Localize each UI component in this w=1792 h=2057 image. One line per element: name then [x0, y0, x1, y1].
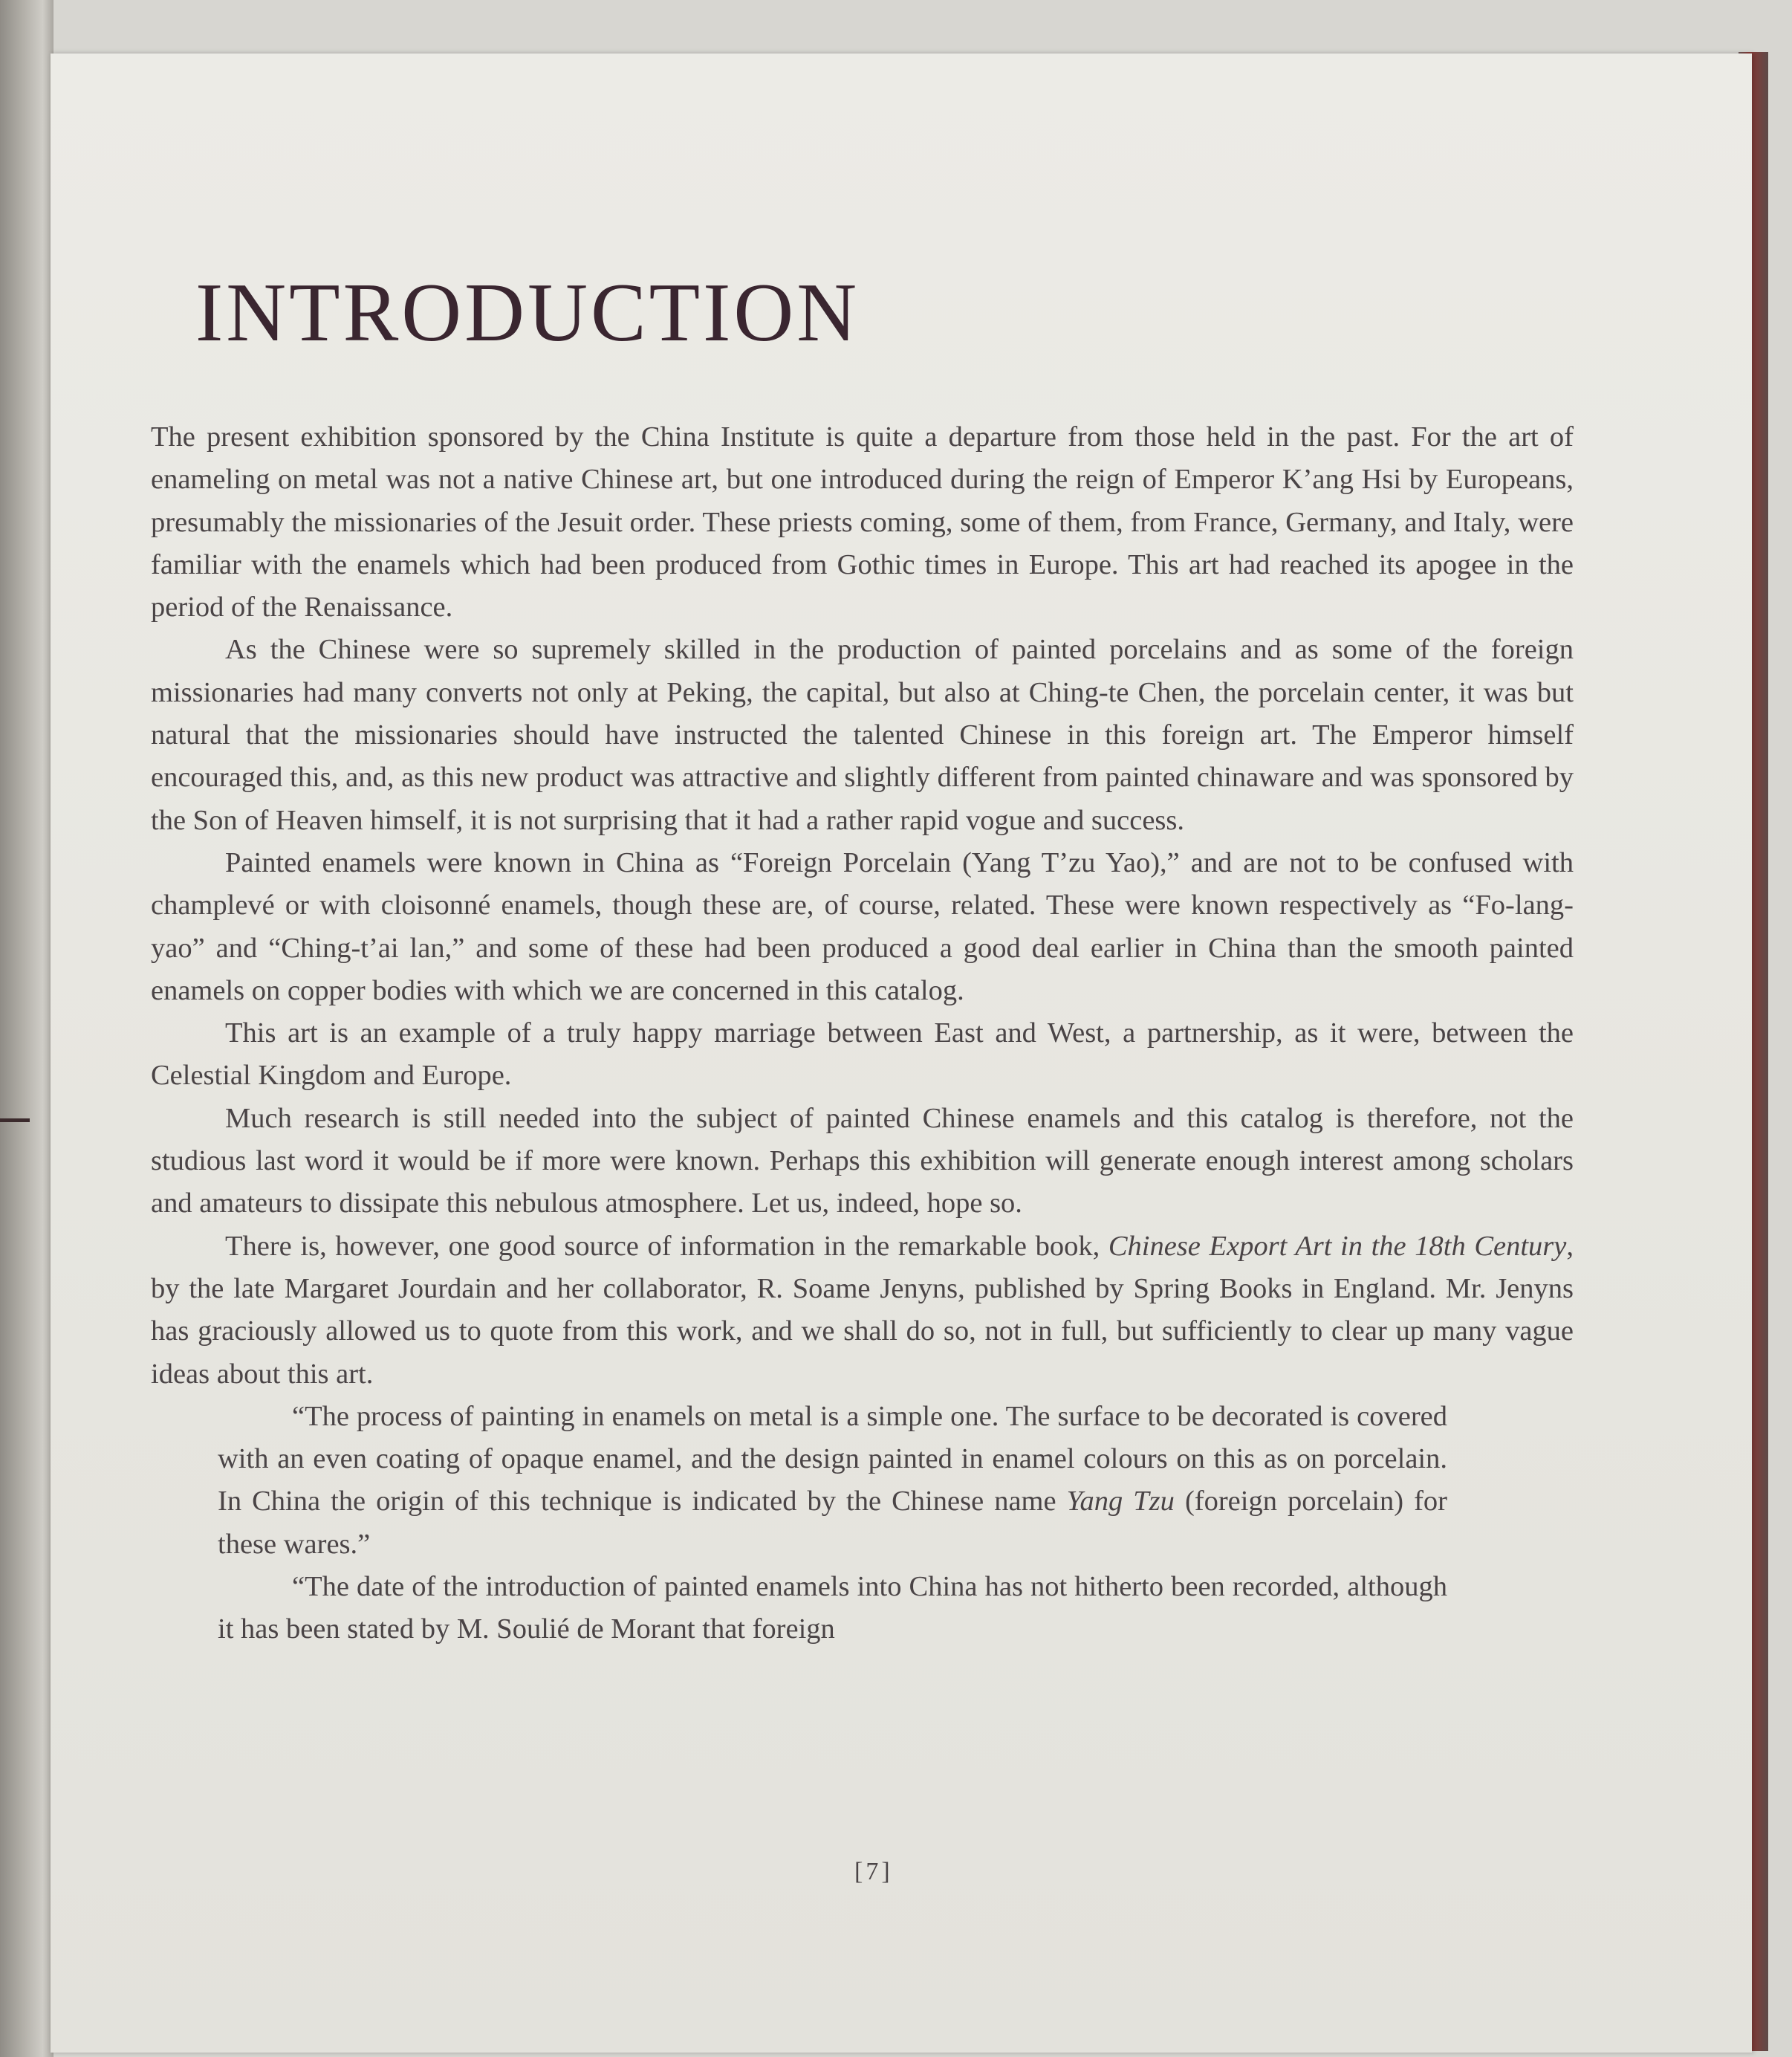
block-quote-2: “The date of the introduction of painted enamels into China has not hitherto been recorded, although it has been stated by M. Soulié de Morant that foreign [218, 1571, 1447, 1645]
source-text-after: , by the late Margaret Jourdain and her collaborator, R. Soame Jenyns, published by Spring Books in England. Mr. Jenyns has graciously allowed us to quote from this work, and we shall do so, not in full, but sufficiently to clear up many vague ideas about this art. [151, 1230, 1574, 1390]
book-title: Chinese Export Art in the 18th Century [1108, 1230, 1567, 1262]
adjacent-book-mark [0, 1118, 30, 1122]
paragraph-4: This art is an example of a truly happy marriage between East and West, a partnership, as it were, between the Celestial Kingdom and Europe. [151, 1017, 1574, 1092]
paragraph-5: Much research is still needed into the subject of painted Chinese enamels and this catalog is therefore, not the studious last word it would be if more were known. Perhaps this exhibition will generate enough interest among scholars and amateurs to dissipate this nebulous atmosphere. Let us, indeed, hope so. [151, 1102, 1574, 1219]
quote-1-term: Yang Tzu [1066, 1486, 1175, 1517]
block-quote-1 [218, 1396, 1447, 1566]
page-title: INTRODUCTION [195, 267, 860, 359]
paragraph-6 [151, 1225, 1574, 1396]
quote-1-after: (foreign porcelain) for these wares.” [218, 1486, 1447, 1560]
paragraph-2: As the Chinese were so supremely skilled in the production of painted porcelains and as some of the foreign missionaries had many converts not only at Peking, the capital, but also at Ching-te Chen, the porcelain center, it was but natural that the missionaries should have instructed the talented Chinese in this foreign art. The Emperor himself encouraged this, and, as this new product was attractive and slightly different from painted chinaware and was sponsored by the Son of Heaven himself, it is not surprising that it had a rather rapid vogue and success. [151, 634, 1574, 836]
adjacent-book-edge [0, 0, 53, 2057]
quote-1-before: “The process of painting in enamels on metal is a simple one. The surface to be decorated is covered with an even coating of opaque enamel, and the design painted in enamel colours on this as on porcelain. In China the origin of this technique is indicated by the Chinese name [218, 1400, 1447, 1517]
paragraph-3: Painted enamels were known in China as “Foreign Porcelain (Yang T’zu Yao),” and are not to be confused with champlevé or with cloisonné enamels, though these are, of course, related. These were known respectively as “Fo-lang-yao” and “Ching-t’ai lan,” and some of these had been produced a good deal earlier in China than the smooth painted enamels on copper bodies with which we are concerned in this catalog. [151, 846, 1574, 1006]
paragraph-1: The present exhibition sponsored by the China Institute is quite a departure from those held in the past. For the art of enameling on metal was not a native Chinese art, but one introduced during the reign of Emperor K’ang Hsi by Europeans, presumably the missionaries of the Jesuit order. These priests coming, some of them, from France, Germany, and Italy, were familiar with the enamels which had been produced from Gothic times in Europe. This art had reached its apogee in the period of the Renaissance. [151, 421, 1574, 623]
page-number: [7] [854, 1858, 893, 1885]
body-text [151, 416, 1574, 1651]
source-text-before: There is, however, one good source of information in the remarkable book, [225, 1230, 1108, 1262]
